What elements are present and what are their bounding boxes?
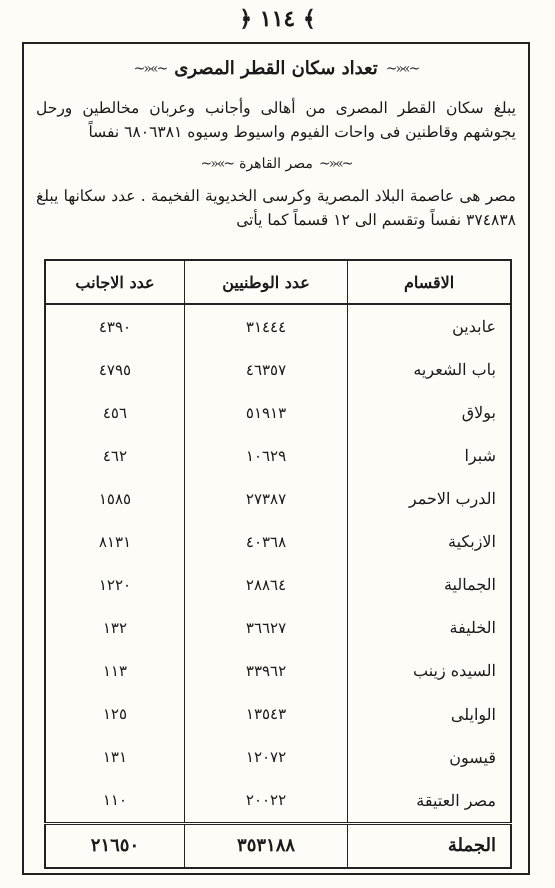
district-name: باب الشعريه (348, 348, 511, 391)
page-frame (22, 42, 530, 875)
table-row (45, 649, 511, 692)
census-table (44, 259, 512, 869)
natives-count: ٤٦٣٥٧ (184, 348, 347, 391)
natives-count: ١٣٥٤٣ (184, 692, 347, 735)
table-row (45, 563, 511, 606)
cairo-paragraph: مصر هى عاصمة البلاد المصرية وكرسى الخديوية الفخيمة . عدد سكانها يبلغ ٣٧٤٨٣٨ نفساً وتقسم الى ١٢ قسماً كما يأتى (36, 187, 516, 229)
natives-count: ٣١٤٤٤ (184, 304, 347, 348)
header-natives: عدد الوطنيين (184, 260, 347, 304)
foreigners-count: ١٢٢٠ (98, 575, 132, 594)
table-row (45, 434, 511, 477)
foreigners-count: ٤٣٩٠ (98, 317, 132, 336)
table-row (45, 477, 511, 520)
district-name: الدرب الاحمر (348, 477, 511, 520)
natives-count: ١٠٦٢٩ (184, 434, 347, 477)
natives-count: ٢٠٠٢٢ (184, 779, 347, 824)
district-name: مصر العتيقة (348, 779, 511, 824)
foreigners-count: ٨١٣١ (98, 532, 132, 551)
natives-count: ٢٧٣٨٧ (184, 477, 347, 520)
table-row (45, 736, 511, 779)
header-district: الاقسام (348, 260, 511, 304)
foreigners-count: ٤٦٢ (102, 446, 128, 465)
foreigners-count: ١١٠ (102, 791, 128, 810)
subheading-ornament-left-icon: ~»«~ (318, 156, 352, 172)
foreigners-count: ١٣٢ (102, 618, 128, 637)
natives-count: ٢٨٨٦٤ (184, 563, 347, 606)
table-row (45, 692, 511, 735)
subheading-ornament-right-icon: ~»«~ (200, 156, 234, 172)
ornament-left-icon: ~»«~ (385, 60, 419, 77)
table-row (45, 348, 511, 391)
table-total-row (45, 823, 511, 868)
natives-count: ١٢٠٧٢ (184, 736, 347, 779)
table-row (45, 520, 511, 563)
district-name: الخليفة (348, 606, 511, 649)
page-number: ﴿ ١١٤ ﴾ (239, 6, 316, 32)
district-name: بولاق (348, 391, 511, 434)
table-header-row (45, 260, 511, 304)
total-label: الجملة (348, 823, 511, 868)
natives-count: ٤٠٣٦٨ (184, 520, 347, 563)
subheading: مصر القاهرة (239, 156, 313, 172)
foreigners-count: ١٥٨٥ (98, 489, 132, 508)
foreigners-count: ٤٧٩٥ (98, 360, 132, 379)
foreigners-count: ١٣١ (102, 748, 128, 767)
district-name: السيده زينب (348, 649, 511, 692)
ornament-right-icon: ~»«~ (133, 60, 167, 77)
district-name: قيسون (348, 736, 511, 779)
natives-count: ٥١٩١٣ (184, 391, 347, 434)
foreigners-count: ١١٣ (102, 661, 128, 680)
table-row (45, 779, 511, 824)
total-natives: ٣٥٣١٨٨ (184, 823, 347, 868)
table-row (45, 391, 511, 434)
total-foreigners: ٢١٦٥٠ (45, 823, 184, 868)
district-name: عابدين (348, 304, 511, 348)
header-foreigners: عدد الاجانب (45, 260, 184, 304)
intro-paragraph: يبلغ سكان القطر المصرى من أهالى وأجانب وعربان مخالطين ورحل يجوشهم وقاطنين فى واحات الفيوم واسيوط وسيوه ٦٨٠٦٣٨١ نفساً (36, 99, 516, 141)
district-name: الوايلى (348, 692, 511, 735)
table-row (45, 606, 511, 649)
natives-count: ٣٦٦٢٧ (184, 606, 347, 649)
section-title: تعداد سكان القطر المصرى (174, 58, 378, 79)
table-row (45, 304, 511, 348)
subheading-row (24, 156, 528, 172)
natives-count: ٣٣٩٦٢ (184, 649, 347, 692)
foreigners-count: ١٢٥ (102, 705, 128, 723)
district-name: الازبكية (348, 520, 511, 563)
section-title-row (24, 58, 528, 79)
district-name: شبرا (348, 434, 511, 477)
district-name: الجمالية (348, 563, 511, 606)
foreigners-count: ٤٥٦ (102, 403, 128, 422)
